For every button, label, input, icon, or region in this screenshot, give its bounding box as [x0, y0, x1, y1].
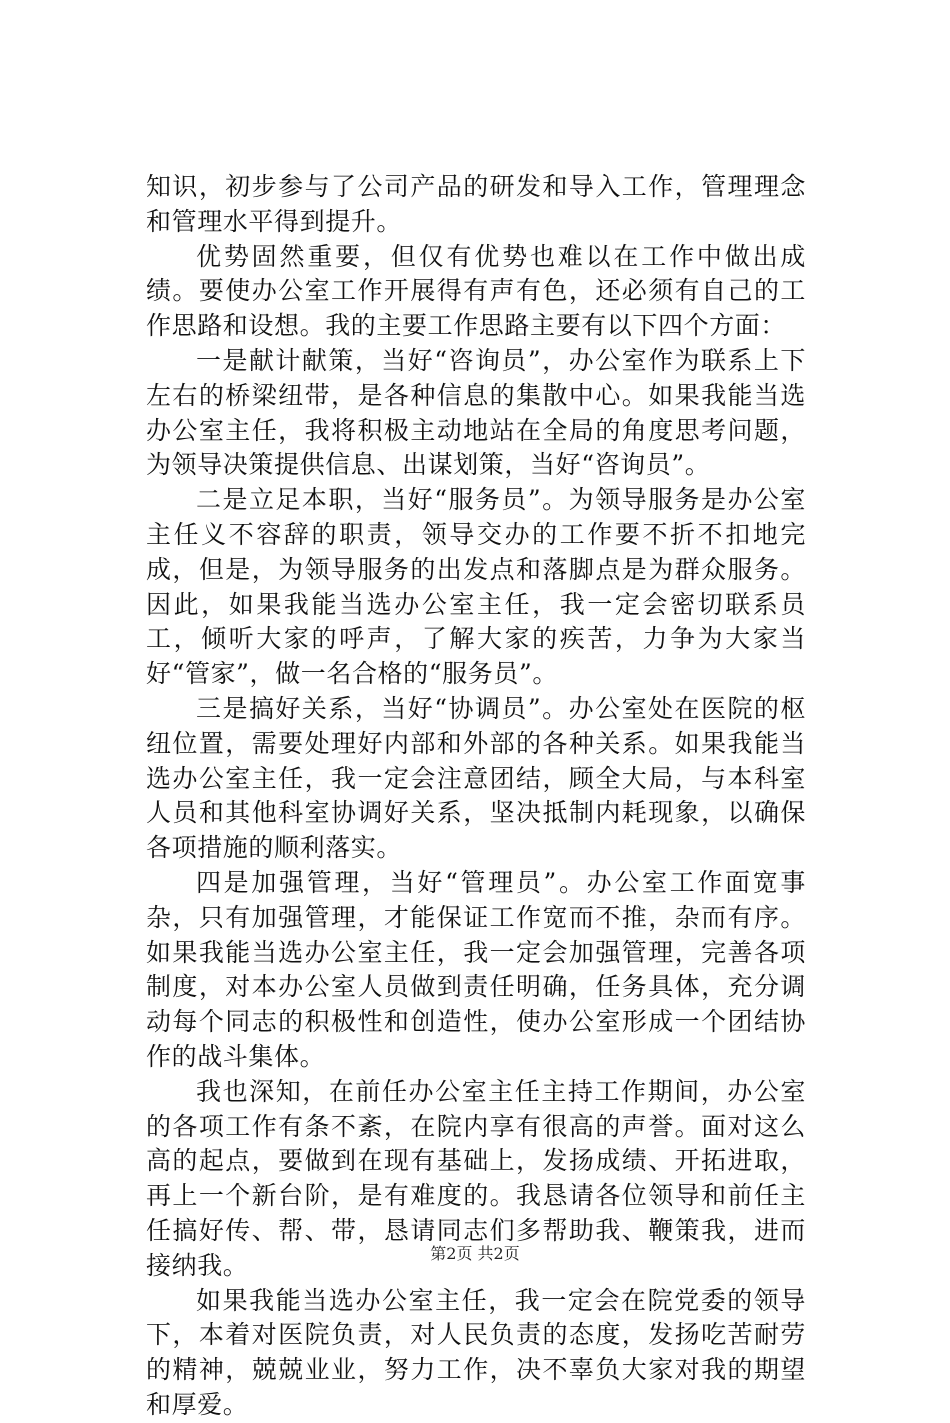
paragraph-5: 三是搞好关系，当好“协调员”。办公室处在医院的枢纽位置，需要处理好内部和外部的各种关系。如果我能当选办公室主任，我一定会注意团结，顾全大局，与本科室人员和其他科室协调好关系，坚决抵制内耗现象，以确保各项措施的顺利落实。 — [146, 693, 806, 863]
page-number-label: 第2页 共2页 — [430, 1244, 520, 1263]
paragraph-7: 我也深知，在前任办公室主任主持工作期间，办公室的各项工作有条不紊，在院内享有很高的声誉。面对这么高的起点，要做到在现有基础上，发扬成绩、开拓进取，再上一个新台阶，是有难度的。我恳请各位领导和前任主任搞好传、帮、带，恳请同志们多帮助我、鞭策我，进而接纳我。 — [146, 1076, 806, 1280]
page-footer — [0, 1244, 950, 1264]
paragraph-1: 知识，初步参与了公司产品的研发和导入工作，管理理念和管理水平得到提升。 — [146, 172, 806, 236]
paragraph-6: 四是加强管理，当好“管理员”。办公室工作面宽事杂，只有加强管理，才能保证工作宽而不推，杂而有序。如果我能当选办公室主任，我一定会加强管理，完善各项制度，对本办公室人员做到责任明确，任务具体，充分调动每个同志的积极性和创造性，使办公室形成一个团结协作的战斗集体。 — [146, 867, 806, 1071]
paragraph-3: 一是献计献策，当好“咨询员”，办公室作为联系上下左右的桥梁纽带，是各种信息的集散中心。如果我能当选办公室主任，我将积极主动地站在全局的角度思考问题，为领导决策提供信息、出谋划策，当好“咨询员”。 — [146, 345, 806, 480]
paragraph-2: 优势固然重要，但仅有优势也难以在工作中做出成绩。要使办公室工作开展得有声有色，还必须有自己的工作思路和设想。我的主要工作思路主要有以下四个方面： — [146, 241, 806, 341]
paragraph-8: 如果我能当选办公室主任，我一定会在院党委的领导下，本着对医院负责，对人民负责的态度，发扬吃苦耐劳的精神，兢兢业业，努力工作，决不辜负大家对我的期望和厚爱。 — [146, 1285, 806, 1419]
paragraph-4: 二是立足本职，当好“服务员”。为领导服务是办公室主任义不容辞的职责，领导交办的工作要不折不扣地完成，但是，为领导服务的出发点和落脚点是为群众服务。因此，如果我能当选办公室主任，我一定会密切联系员工，倾听大家的呼声，了解大家的疾苦，力争为大家当好“管家”，做一名合格的“服务员”。 — [146, 485, 806, 689]
document-body — [146, 170, 806, 1423]
